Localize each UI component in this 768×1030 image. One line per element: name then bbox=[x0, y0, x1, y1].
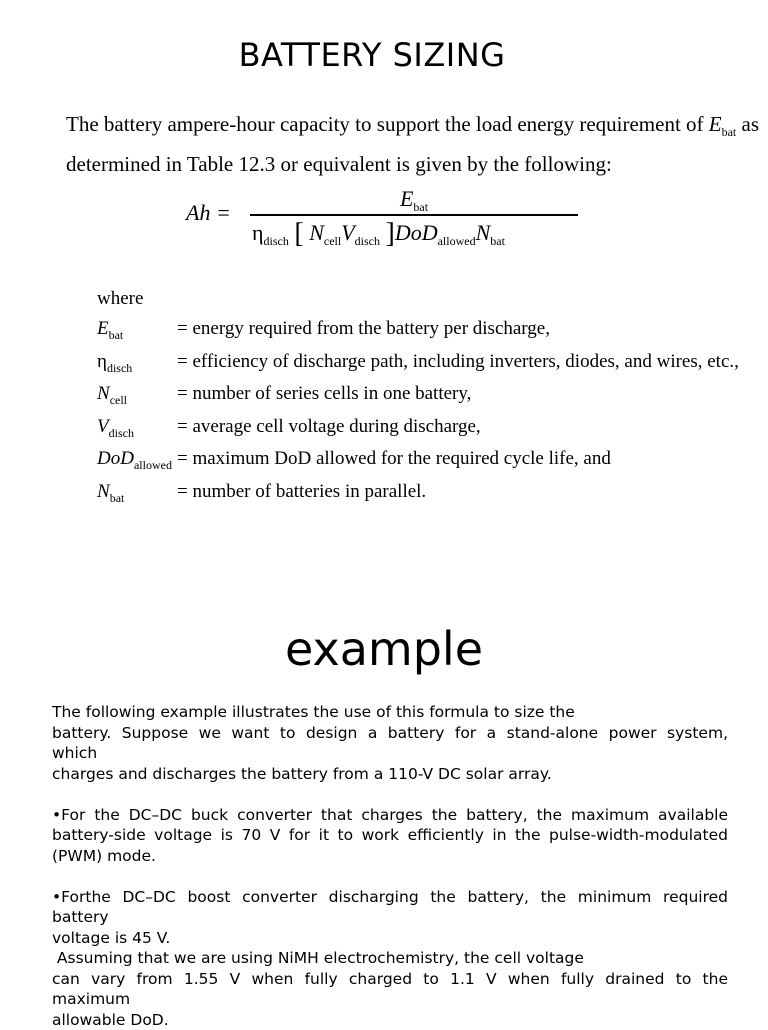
example-line: •Forthe DC–DC boost converter discharging the battery, the minimum required bbox=[52, 887, 728, 908]
definition-row bbox=[97, 318, 717, 351]
example-line: The following example illustrates the use of this formula to size the bbox=[52, 702, 728, 723]
symbol-subscript: cell bbox=[110, 393, 127, 407]
symbol-main: E bbox=[97, 318, 109, 339]
definition-text: = number of series cells in one battery, bbox=[177, 383, 471, 405]
nbat-symbol: N bbox=[476, 220, 491, 245]
formula-numerator bbox=[250, 186, 578, 212]
eta-subscript: disch bbox=[264, 234, 289, 248]
definition-text: = maximum DoD allowed for the required cycle life, and bbox=[177, 448, 611, 470]
symbol-subscript: bat bbox=[110, 491, 125, 505]
example-body bbox=[52, 702, 728, 1030]
vdisch-symbol: V bbox=[341, 220, 354, 245]
example-line: voltage is 45 V. bbox=[52, 928, 728, 949]
symbol-subscript: disch bbox=[107, 361, 132, 375]
formula-fraction bbox=[250, 186, 578, 248]
right-bracket: ] bbox=[386, 218, 395, 249]
nbat-subscript: bat bbox=[490, 234, 505, 248]
intro-subscript: bat bbox=[722, 125, 737, 139]
ncell-subscript: cell bbox=[324, 234, 341, 248]
definition-symbol bbox=[97, 481, 124, 506]
example-line: Assuming that we are using NiMH electrochemistry, the cell voltage bbox=[52, 948, 728, 969]
definition-row bbox=[97, 351, 717, 384]
numerator-symbol: E bbox=[400, 186, 413, 211]
example-line: allowable DoD. bbox=[52, 1010, 728, 1030]
example-line: charges and discharges the battery from a 110-V DC solar array. bbox=[52, 764, 728, 785]
numerator-subscript: bat bbox=[413, 200, 428, 214]
example-line: which bbox=[52, 743, 728, 764]
symbol-main: V bbox=[97, 416, 109, 437]
definition-text: = energy required from the battery per discharge, bbox=[177, 318, 550, 340]
example-paragraph: •For the DC–DC buck converter that charges the battery, the maximum available battery-side voltage is 70 V for it to work efficiently in the pulse-width-modulated (PWM) mode. bbox=[52, 805, 728, 867]
definition-text: = average cell voltage during discharge, bbox=[177, 416, 481, 438]
definition-symbol bbox=[97, 351, 132, 376]
dod-subscript: allowed bbox=[438, 234, 476, 248]
definitions-list bbox=[97, 318, 717, 513]
intro-symbol: E bbox=[709, 112, 722, 136]
intro-text: The battery ampere-hour capacity to support the load energy requirement of bbox=[66, 112, 709, 136]
symbol-main: DoD bbox=[97, 448, 134, 469]
example-line: battery. Suppose we want to design a battery for a stand-alone power system, bbox=[52, 723, 728, 744]
ncell-symbol: N bbox=[309, 220, 324, 245]
dod-symbol: DoD bbox=[395, 220, 438, 245]
intro-text-end: as bbox=[736, 112, 759, 136]
symbol-main: η bbox=[97, 351, 107, 372]
battery-sizing-formula bbox=[186, 186, 606, 250]
symbol-main: N bbox=[97, 481, 110, 502]
intro-line-1 bbox=[66, 108, 746, 148]
example-line: maximum bbox=[52, 989, 728, 1010]
symbol-main: N bbox=[97, 383, 110, 404]
example-line: can vary from 1.55 V when fully charged to 1.1 V when fully drained to the bbox=[52, 969, 728, 990]
formula-lhs: Ah = bbox=[186, 200, 231, 226]
eta-symbol: η bbox=[252, 220, 264, 245]
definition-text: = efficiency of discharge path, including inverters, diodes, and wires, etc., bbox=[177, 351, 739, 373]
formula-denominator bbox=[250, 218, 578, 248]
example-line: battery bbox=[52, 907, 728, 928]
where-label: where bbox=[97, 288, 143, 310]
definition-row bbox=[97, 481, 717, 514]
page-title: BATTERY SIZING bbox=[0, 36, 744, 74]
intro-line-2: determined in Table 12.3 or equivalent is given by the following: bbox=[66, 148, 746, 180]
fraction-bar bbox=[250, 214, 578, 216]
vdisch-subscript: disch bbox=[355, 234, 380, 248]
definition-symbol bbox=[97, 448, 172, 473]
paragraph-gap bbox=[52, 866, 728, 887]
definition-row bbox=[97, 448, 717, 481]
definition-symbol bbox=[97, 416, 134, 441]
paragraph-gap bbox=[52, 784, 728, 805]
example-heading: example bbox=[0, 622, 768, 676]
definition-symbol bbox=[97, 318, 123, 343]
definition-symbol bbox=[97, 383, 127, 408]
definition-row bbox=[97, 383, 717, 416]
definition-row bbox=[97, 416, 717, 449]
symbol-subscript: disch bbox=[109, 426, 134, 440]
intro-paragraph bbox=[66, 108, 746, 180]
definition-text: = number of batteries in parallel. bbox=[177, 481, 426, 503]
symbol-subscript: bat bbox=[109, 328, 124, 342]
symbol-subscript: allowed bbox=[134, 458, 172, 472]
left-bracket: [ bbox=[294, 218, 303, 249]
